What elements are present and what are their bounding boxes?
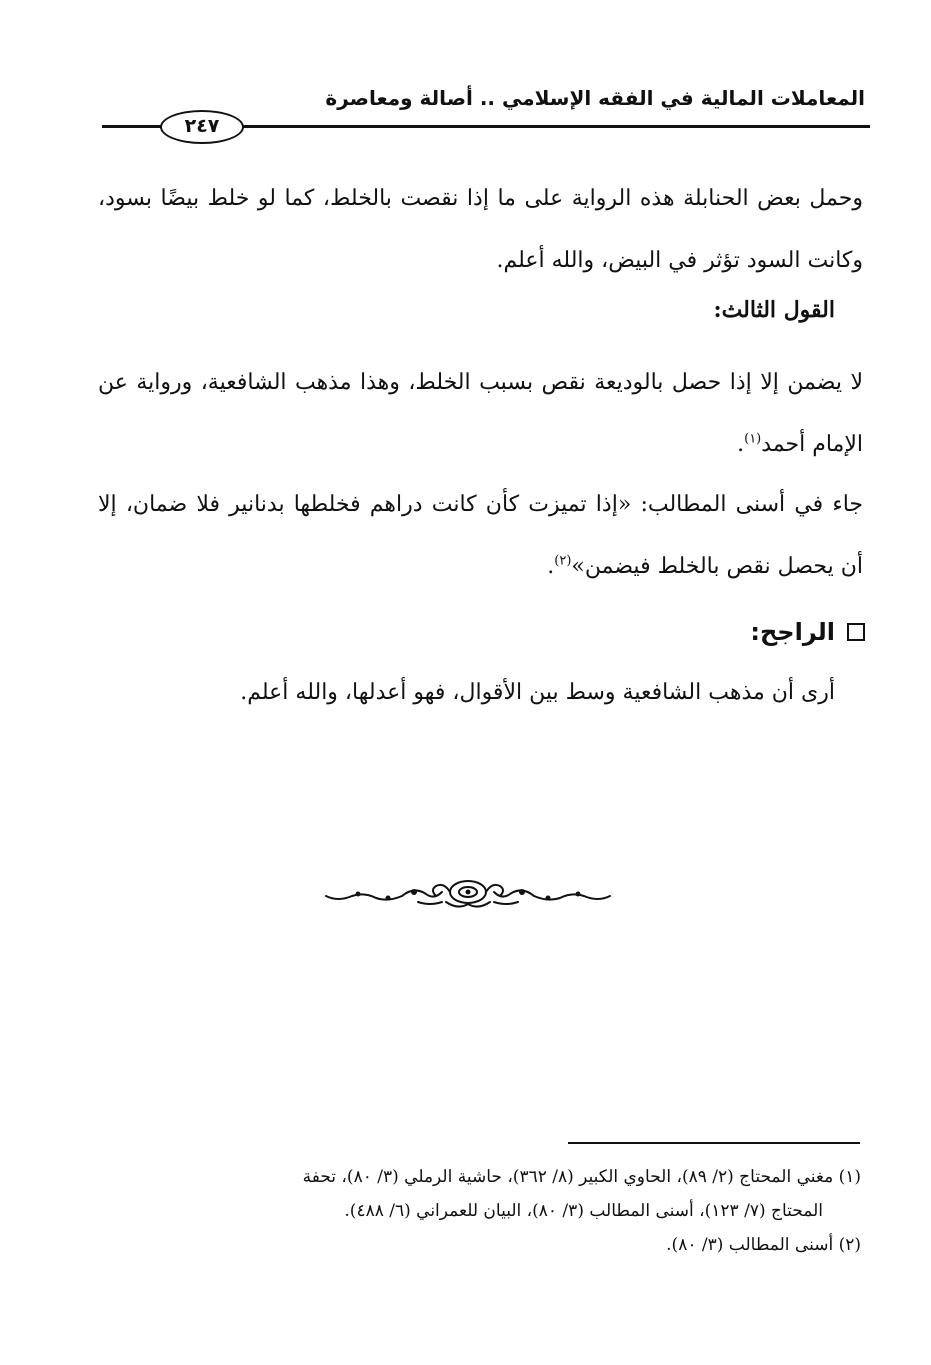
footnotes	[101, 1160, 861, 1262]
paragraph-asna-quote	[98, 474, 863, 598]
footnote-1-line-2: المحتاج (٧/ ١٢٣)، أسنى المطالب (٣/ ٨٠)، البيان للعمراني (٦/ ٤٨٨).	[344, 1201, 823, 1221]
page-number: ٢٤٧	[160, 110, 244, 144]
running-header-title: المعاملات المالية في الفقه الإسلامي .. أصالة ومعاصرة	[325, 86, 865, 110]
footnote-1-line-1: (١) مغني المحتاج (٢/ ٨٩)، الحاوي الكبير (٨/ ٣٦٢)، حاشية الرملي (٣/ ٨٠)، تحفة	[302, 1167, 861, 1187]
section-heading-label: الراجح:	[750, 618, 835, 646]
footnote-ref-1[interactable]: (١)	[744, 431, 762, 447]
footnote-rule	[568, 1142, 860, 1144]
paragraph-third-opinion-text: لا يضمن إلا إذا حصل بالوديعة نقص بسبب الخلط، وهذا مذهب الشافعية، ورواية عن الإمام أحمد	[98, 370, 863, 457]
section-heading-preferred	[750, 612, 865, 652]
paragraph-asna-quote-end: .	[547, 554, 555, 579]
paragraph-conclusion: أرى أن مذهب الشافعية وسط بين الأقوال، فهو أعدلها، والله أعلم.	[240, 680, 835, 705]
footnote-ref-2[interactable]: (٢)	[554, 553, 572, 569]
paragraph-third-opinion-end: .	[737, 432, 745, 457]
footnote-2: (٢) أسنى المطالب (٣/ ٨٠).	[666, 1235, 861, 1255]
paragraph-third-opinion	[98, 352, 863, 476]
paragraph-asna-quote-text: جاء في أسنى المطالب: «إذا تميزت كأن كانت دراهم فخلطها بدنانير فلا ضمان، إلا أن يحصل نقص بالخلط فيضمن»	[98, 492, 863, 579]
paragraph-hanbali-interpretation: وحمل بعض الحنابلة هذه الرواية على ما إذا نقصت بالخلط، كما لو خلط بيضًا بسود، وكانت السود تؤثر في البيض، والله أعلم.	[98, 186, 863, 273]
square-outline-icon	[847, 623, 865, 641]
heading-third-opinion: القول الثالث:	[713, 297, 835, 323]
ornament-divider-icon	[318, 872, 618, 914]
